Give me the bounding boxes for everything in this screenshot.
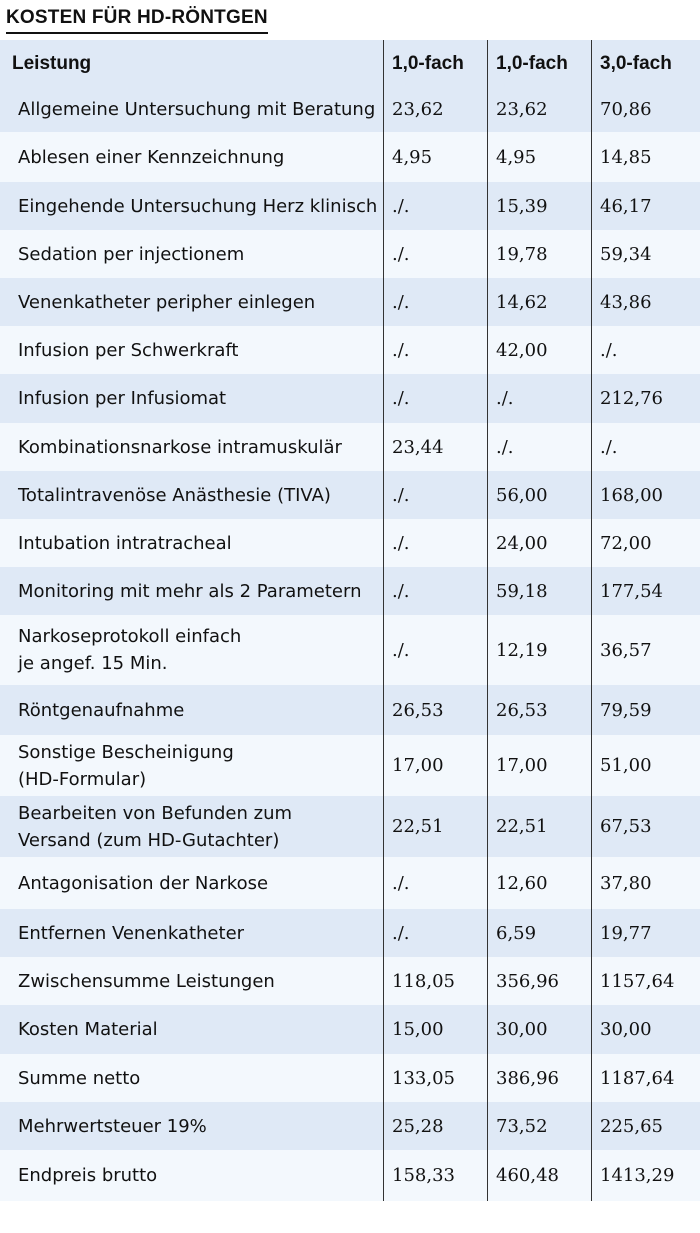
value-col-3: 225,65 (591, 1102, 700, 1150)
value-col-1: ./. (383, 567, 487, 615)
row-label-line: Eingehende Untersuchung Herz klinisch (18, 195, 378, 217)
table-row (0, 132, 700, 182)
row-label-line: Summe netto (18, 1067, 141, 1089)
header-col-2: 1,0-fach (487, 40, 591, 86)
table-row (0, 615, 700, 685)
row-label (0, 278, 383, 326)
header-col-1: 1,0-fach (383, 40, 487, 86)
value-col-3: 43,86 (591, 278, 700, 326)
value-col-3: 70,86 (591, 86, 700, 132)
row-label (0, 132, 383, 182)
table-row (0, 230, 700, 278)
value-col-1: 4,95 (383, 132, 487, 182)
row-label-line: Monitoring mit mehr als 2 Parametern (18, 580, 362, 602)
table-row (0, 423, 700, 471)
value-col-2: ./. (487, 423, 591, 471)
row-label-line: Kosten Material (18, 1019, 158, 1040)
table-row (0, 86, 700, 132)
row-label-line: Narkoseprotokoll einfach (18, 626, 242, 647)
row-label-line: Bearbeiten von Befunden zum (18, 802, 293, 824)
header-leistung: Leistung (12, 52, 92, 74)
row-label-line: Endpreis brutto (18, 1165, 158, 1186)
row-label-line: Venenkatheter peripher einlegen (18, 291, 316, 313)
table-row (0, 957, 700, 1005)
value-col-1: ./. (383, 519, 487, 567)
value-col-3: 67,53 (591, 796, 700, 857)
table-row (0, 685, 700, 735)
row-label (0, 182, 383, 230)
row-label-line: Infusion per Schwerkraft (18, 339, 239, 361)
value-col-3: 79,59 (591, 685, 700, 735)
value-col-2: 26,53 (487, 685, 591, 735)
value-col-2: ./. (487, 374, 591, 423)
row-label (0, 471, 383, 519)
value-col-1: ./. (383, 909, 487, 957)
row-label-line: Sonstige Bescheinigung (18, 741, 234, 763)
value-col-2: 59,18 (487, 567, 591, 615)
header-col-3: 3,0-fach (591, 40, 700, 86)
row-label (0, 796, 383, 857)
value-col-2: 42,00 (487, 326, 591, 374)
row-label (0, 685, 383, 735)
value-col-1: 25,28 (383, 1102, 487, 1150)
table-header (0, 40, 700, 86)
value-col-3: 30,00 (591, 1005, 700, 1054)
row-label-line: Kombinationsnarkose intramuskulär (18, 436, 342, 458)
table-row (0, 857, 700, 909)
row-label (0, 735, 383, 796)
value-col-2: 19,78 (487, 230, 591, 278)
value-col-1: 158,33 (383, 1150, 487, 1201)
table-row (0, 182, 700, 230)
row-label-line: Ablesen einer Kennzeichnung (18, 146, 285, 168)
row-label-line: Antagonisation der Narkose (18, 872, 269, 894)
value-col-2: 12,19 (487, 615, 591, 685)
value-col-3: 72,00 (591, 519, 700, 567)
value-col-1: 15,00 (383, 1005, 487, 1054)
value-col-3: 1157,64 (591, 957, 700, 1005)
value-col-2: 14,62 (487, 278, 591, 326)
row-label-line: (HD-Formular) (18, 768, 147, 790)
value-col-2: 460,48 (487, 1150, 591, 1201)
value-col-2: 56,00 (487, 471, 591, 519)
table-row (0, 471, 700, 519)
row-label-line: Intubation intratracheal (18, 532, 232, 554)
row-label (0, 1102, 383, 1150)
row-label (0, 957, 383, 1005)
table-row (0, 278, 700, 326)
value-col-3: 51,00 (591, 735, 700, 796)
table-row (0, 1054, 700, 1102)
value-col-2: 4,95 (487, 132, 591, 182)
value-col-2: 15,39 (487, 182, 591, 230)
row-label-line: Entfernen Venenkatheter (18, 922, 245, 944)
value-col-2: 24,00 (487, 519, 591, 567)
value-col-3: 168,00 (591, 471, 700, 519)
value-col-1: 133,05 (383, 1054, 487, 1102)
value-col-1: 23,44 (383, 423, 487, 471)
value-col-3: 19,77 (591, 909, 700, 957)
row-label-line: je angef. 15 Min. (18, 653, 168, 674)
table-row (0, 326, 700, 374)
row-label (0, 423, 383, 471)
value-col-2: 6,59 (487, 909, 591, 957)
row-label (0, 1054, 383, 1102)
value-col-2: 73,52 (487, 1102, 591, 1150)
table-row (0, 1005, 700, 1054)
value-col-1: 23,62 (383, 86, 487, 132)
row-label (0, 857, 383, 909)
value-col-3: 37,80 (591, 857, 700, 909)
value-col-2: 23,62 (487, 86, 591, 132)
row-label (0, 567, 383, 615)
row-label-line: Versand (zum HD-Gutachter) (18, 829, 280, 851)
table-row (0, 735, 700, 796)
value-col-3: ./. (591, 326, 700, 374)
value-col-1: ./. (383, 857, 487, 909)
value-col-1: ./. (383, 374, 487, 423)
value-col-1: ./. (383, 326, 487, 374)
value-col-2: 30,00 (487, 1005, 591, 1054)
value-col-1: ./. (383, 182, 487, 230)
value-col-1: ./. (383, 615, 487, 685)
row-label (0, 1005, 383, 1054)
row-label (0, 326, 383, 374)
value-col-1: ./. (383, 230, 487, 278)
value-col-1: ./. (383, 471, 487, 519)
value-col-2: 17,00 (487, 735, 591, 796)
cost-table (0, 40, 700, 1201)
row-label (0, 909, 383, 957)
value-col-3: 36,57 (591, 615, 700, 685)
value-col-1: 26,53 (383, 685, 487, 735)
value-col-1: 22,51 (383, 796, 487, 857)
value-col-1: 118,05 (383, 957, 487, 1005)
row-label-line: Röntgenaufnahme (18, 699, 185, 721)
value-col-2: 356,96 (487, 957, 591, 1005)
table-row (0, 567, 700, 615)
value-col-2: 22,51 (487, 796, 591, 857)
value-col-3: 14,85 (591, 132, 700, 182)
value-col-3: 1413,29 (591, 1150, 700, 1201)
row-label (0, 374, 383, 423)
value-col-2: 386,96 (487, 1054, 591, 1102)
table-row (0, 374, 700, 423)
row-label-line: Infusion per Infusiomat (18, 388, 227, 409)
value-col-3: 46,17 (591, 182, 700, 230)
table-row (0, 796, 700, 857)
value-col-3: 212,76 (591, 374, 700, 423)
row-label-line: Allgemeine Untersuchung mit Beratung (18, 98, 376, 120)
row-label-line: Mehrwertsteuer 19% (18, 1115, 207, 1137)
page-title: KOSTEN FÜR HD-RÖNTGEN (6, 6, 268, 34)
table-row (0, 1102, 700, 1150)
row-label (0, 86, 383, 132)
row-label-line: Totalintravenöse Anästhesie (TIVA) (18, 484, 331, 506)
table-body (0, 86, 700, 1201)
value-col-3: 59,34 (591, 230, 700, 278)
row-label (0, 1150, 383, 1201)
table-row (0, 909, 700, 957)
table-row (0, 519, 700, 567)
row-label-line: Zwischensumme Leistungen (18, 970, 275, 992)
row-label-line: Sedation per injectionem (18, 243, 245, 265)
row-label (0, 230, 383, 278)
row-label (0, 615, 383, 685)
value-col-1: ./. (383, 278, 487, 326)
value-col-3: ./. (591, 423, 700, 471)
table-row (0, 1150, 700, 1201)
value-col-3: 177,54 (591, 567, 700, 615)
row-label (0, 519, 383, 567)
value-col-1: 17,00 (383, 735, 487, 796)
value-col-2: 12,60 (487, 857, 591, 909)
value-col-3: 1187,64 (591, 1054, 700, 1102)
